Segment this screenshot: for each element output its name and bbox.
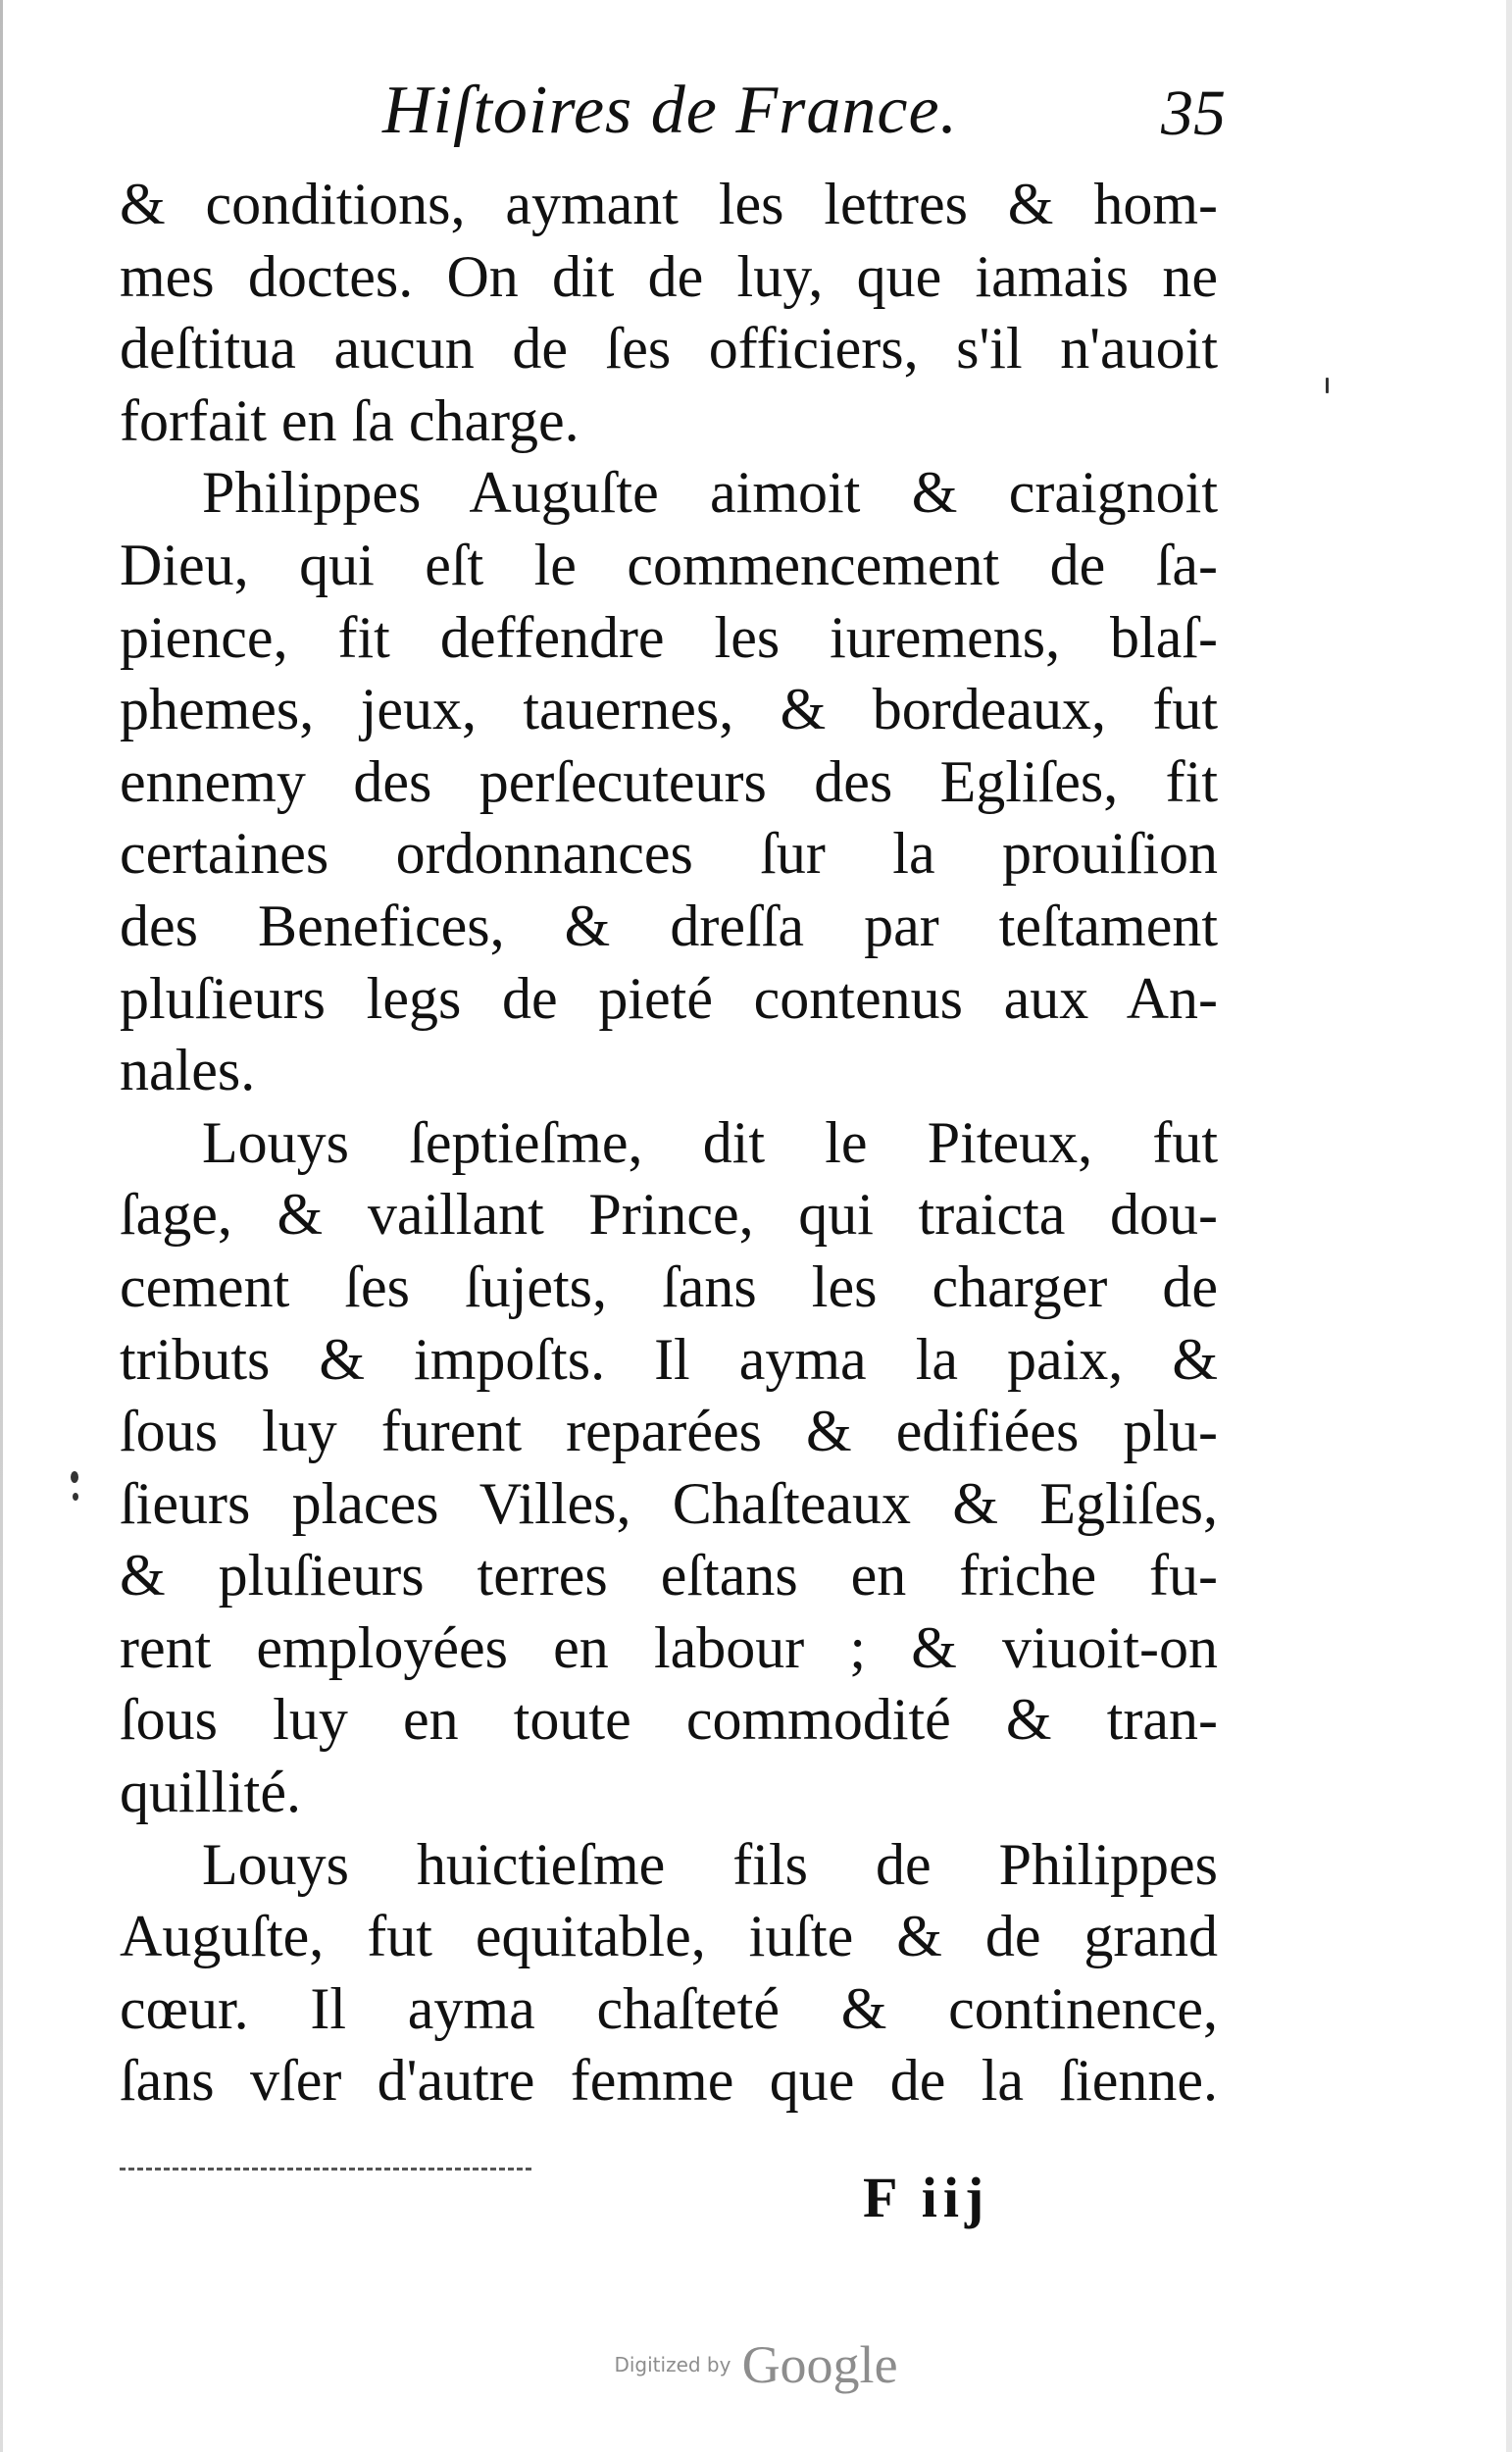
text-line: forfait en ſa charge.: [120, 387, 580, 453]
text-line: pience, fit deffendre les iuremens, blaſ-: [120, 604, 1218, 670]
text-line: phemes, jeux, tauernes, & bordeaux, fut: [120, 677, 1218, 742]
body-text: [120, 169, 1218, 2118]
text-line: ſieurs places Villes, Chaſteaux & Egliſes,: [120, 1470, 1218, 1536]
page-right-edge: [1506, 0, 1512, 2452]
text-line: cement ſes ſujets, ſans les charger de: [120, 1253, 1218, 1319]
text-line: ſous luy en toute commodité & tran-: [120, 1687, 1218, 1753]
page-footer: [120, 2158, 1218, 2236]
text-line: Philippes Auguſte aimoit & craignoit: [202, 460, 1218, 526]
page-left-edge: [0, 0, 3, 2452]
text-line: deſtitua aucun de ſes officiers, s'il n'auoit: [120, 316, 1218, 382]
text-line: ſage, & vaillant Prince, qui traicta dou-: [120, 1182, 1218, 1248]
ink-speck: [71, 1471, 78, 1483]
google-logo: Google: [741, 2335, 898, 2394]
ink-speck: [73, 1493, 78, 1501]
text-line: Auguſte, fut equitable, iuſte & de grand: [120, 1904, 1218, 1969]
watermark-prefix: Digitized by: [614, 2353, 731, 2376]
text-line: rent employées en labour ; & viuoit-on: [120, 1614, 1218, 1680]
text-line: tributs & impoſts. Il ayma la paix, &: [120, 1326, 1218, 1392]
text-line: cœur. Il ayma chaſteté & continence,: [120, 1975, 1218, 2041]
text-line: Dieu, qui eſt le commencement de ſa-: [120, 532, 1218, 597]
ink-speck: [1326, 378, 1329, 393]
text-line: ennemy des perſecuteurs des Egliſes, fit: [120, 748, 1218, 814]
text-line: ſous luy furent reparées & edifiées plu-: [120, 1399, 1218, 1464]
text-line: & conditions, aymant les lettres & hom-: [120, 172, 1218, 236]
text-line: nales.: [120, 1038, 256, 1103]
page-number: 35: [1161, 77, 1226, 149]
footer-rule: [120, 2168, 531, 2171]
text-line: quillité.: [120, 1760, 301, 1825]
text-line: pluſieurs legs de pieté contenus aux An-: [120, 965, 1218, 1031]
text-line: ſans vſer d'autre femme que de la ſienne.: [120, 2048, 1218, 2114]
text-line: des Benefices, & dreſſa par teſtament: [120, 893, 1218, 958]
text-line: Louys huictieſme fils de Philippes: [202, 1831, 1218, 1897]
text-line: certaines ordonnances ſur la prouiſion: [120, 821, 1218, 887]
signature-mark: F iij: [863, 2166, 990, 2229]
text-line: mes doctes. On dit de luy, que iamais ne: [120, 243, 1218, 309]
text-line: & pluſieurs terres eſtans en friche fu-: [120, 1543, 1218, 1609]
digitization-watermark: [0, 2334, 1512, 2395]
page-header: [382, 67, 1226, 165]
running-title: Hiſtoires de France.: [382, 73, 959, 148]
text-line: Louys ſeptieſme, dit le Piteux, fut: [202, 1109, 1218, 1175]
